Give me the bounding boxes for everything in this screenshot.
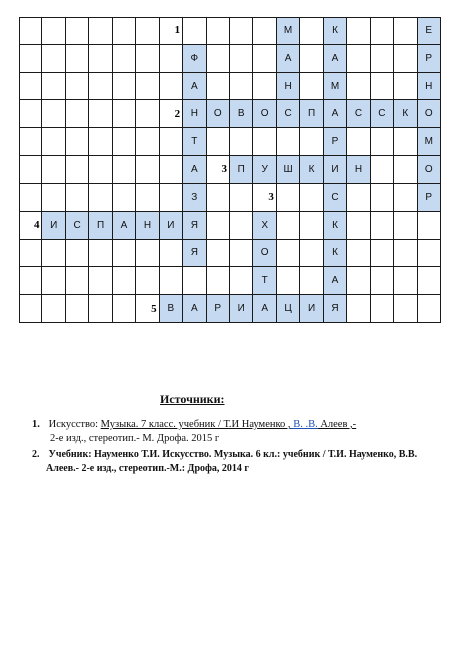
crossword-letter: М [283, 24, 293, 36]
crossword-cell [113, 100, 136, 128]
crossword-letter: А [120, 219, 128, 231]
crossword-letter: М [424, 136, 433, 148]
crossword-cell [300, 45, 323, 73]
crossword-cell [394, 267, 417, 295]
crossword-letter-cell [183, 45, 206, 73]
crossword-letter: Н [284, 80, 292, 92]
crossword-letter: Ш [283, 163, 293, 175]
crossword-letter: Н [425, 80, 433, 92]
crossword-cell [66, 73, 89, 101]
crossword-cell [19, 100, 42, 128]
crossword-letter: Р [214, 303, 222, 315]
crossword-letter-cell [300, 295, 323, 323]
crossword-cell [183, 267, 206, 295]
crossword-cell [113, 267, 136, 295]
crossword-letter: С [331, 191, 339, 203]
crossword-cell [277, 267, 300, 295]
crossword-cell [300, 17, 323, 45]
clue-number: 2 [174, 107, 181, 120]
crossword-letter-cell [324, 45, 347, 73]
crossword-cell [300, 212, 323, 240]
crossword-letter: М [330, 80, 340, 92]
crossword-cell [277, 184, 300, 212]
crossword-letter: В [167, 303, 175, 315]
crossword-letter: С [284, 108, 292, 120]
crossword-letter: Н [354, 163, 363, 175]
crossword-cell [160, 267, 183, 295]
crossword-cell [230, 45, 253, 73]
crossword-cell [371, 17, 394, 45]
crossword-cell [207, 267, 230, 295]
crossword-letter-cell [183, 240, 206, 268]
crossword-letter: Н [143, 219, 152, 231]
crossword-cell [66, 128, 89, 156]
crossword-cell [19, 295, 42, 323]
crossword-letter-cell [183, 212, 206, 240]
crossword-cell [347, 45, 370, 73]
crossword-cell [19, 184, 42, 212]
crossword-letter-cell [253, 212, 276, 240]
crossword-letter: З [191, 191, 198, 203]
crossword-letter: Р [425, 191, 433, 203]
crossword-cell [42, 17, 65, 45]
crossword-letter: А [190, 303, 198, 315]
crossword-cell [42, 267, 65, 295]
source-2-line-2: Алеев.- 2-е изд., стереотип.-М.: Дрофа, 2014 г [46, 463, 249, 474]
clue-number: 3 [268, 191, 274, 204]
crossword-letter: К [402, 108, 409, 120]
crossword-letter-cell [324, 212, 347, 240]
crossword-cell [207, 73, 230, 101]
crossword-cell [371, 128, 394, 156]
crossword-cell [113, 295, 136, 323]
crossword-cell [89, 295, 112, 323]
crossword-cell [89, 17, 112, 45]
crossword-cell [347, 73, 370, 101]
crossword-cell [347, 128, 370, 156]
crossword-letter: А [261, 303, 268, 315]
crossword-letter: О [260, 108, 269, 120]
crossword-letter-cell [277, 156, 300, 184]
crossword-letter-cell [371, 100, 394, 128]
crossword-letter-cell [347, 156, 370, 184]
crossword-letter-cell [160, 295, 183, 323]
crossword-letter-cell [418, 100, 441, 128]
crossword-cell [113, 45, 136, 73]
crossword-letter-cell [42, 212, 65, 240]
crossword-letter-cell [253, 100, 276, 128]
crossword-cell [394, 295, 417, 323]
crossword-letter: П [96, 219, 105, 231]
crossword-letter-cell [277, 295, 300, 323]
crossword-cell [136, 100, 159, 128]
crossword-cell [66, 17, 89, 45]
crossword-cell [66, 295, 89, 323]
crossword-cell [113, 73, 136, 101]
crossword-cell [89, 45, 112, 73]
crossword-cell [183, 17, 206, 45]
crossword-cell [371, 240, 394, 268]
crossword-letter-cell [66, 212, 89, 240]
crossword-letter-cell [183, 156, 206, 184]
crossword-letter: Я [331, 303, 339, 315]
crossword-cell [42, 100, 65, 128]
crossword-letter: Е [425, 24, 433, 36]
crossword-letter-cell [324, 17, 347, 45]
crossword-cell [230, 267, 253, 295]
crossword-cell [300, 73, 323, 101]
crossword-cell [89, 100, 112, 128]
crossword-cell [394, 17, 417, 45]
crossword-letter-cell [253, 156, 276, 184]
crossword-letter: Н [190, 108, 198, 120]
crossword-cell [394, 184, 417, 212]
crossword-letter-cell [253, 295, 276, 323]
crossword-letter: А [331, 108, 339, 120]
crossword-letter-cell [324, 295, 347, 323]
crossword-letter-cell [418, 156, 441, 184]
crossword-letter: А [284, 52, 292, 64]
crossword-cell [136, 184, 159, 212]
crossword-letter-cell [230, 295, 253, 323]
source-1-number: 1. [32, 419, 40, 430]
crossword-cell [277, 212, 300, 240]
crossword-letter: А [190, 80, 198, 92]
crossword-letter-cell [253, 240, 276, 268]
crossword-cell [394, 73, 417, 101]
source-1-line-2: 2-е изд., стереотип.- М. Дрофа. 2015 г [50, 433, 220, 444]
clue-number: 1 [174, 24, 181, 37]
crossword-cell [136, 267, 159, 295]
crossword-letter-cell [418, 45, 441, 73]
crossword-letter: Я [190, 219, 198, 231]
source-item-1 [32, 418, 356, 446]
crossword-letter-cell [277, 45, 300, 73]
crossword-cell [207, 240, 230, 268]
crossword-cell [371, 212, 394, 240]
crossword-letter: С [73, 219, 81, 231]
source-1-title: Музыка. 7 класс. учебник / Т.И Науменко , [100, 419, 291, 430]
crossword-letter: И [50, 219, 58, 231]
crossword-cell [394, 240, 417, 268]
crossword-cell [19, 156, 42, 184]
crossword-cell [136, 156, 159, 184]
sources-title: Источники: [160, 392, 225, 406]
crossword-cell [371, 73, 394, 101]
crossword-cell [371, 45, 394, 73]
crossword-letter: Р [331, 136, 339, 148]
crossword-letter: Т [191, 136, 198, 148]
crossword-cell [371, 267, 394, 295]
crossword-letter-cell [277, 73, 300, 101]
crossword-cell [207, 17, 230, 45]
crossword-letter-cell [418, 17, 441, 45]
crossword-letter: Т [261, 275, 268, 287]
crossword-cell [230, 184, 253, 212]
crossword-letter: П [237, 163, 245, 175]
crossword-cell [394, 45, 417, 73]
crossword-clue-number-cell [19, 212, 42, 240]
crossword-letter-cell [277, 17, 300, 45]
crossword-cell [66, 184, 89, 212]
crossword-cell [371, 184, 394, 212]
crossword-letter: А [190, 163, 198, 175]
crossword-cell [347, 267, 370, 295]
crossword-cell [160, 156, 183, 184]
crossword-letter-cell [136, 212, 159, 240]
crossword-letter: С [354, 108, 363, 120]
crossword-cell [19, 267, 42, 295]
crossword-letter-cell [347, 100, 370, 128]
crossword-letter: К [308, 163, 315, 175]
crossword-letter: К [332, 247, 338, 259]
crossword-cell [42, 128, 65, 156]
crossword-clue-number-cell [136, 295, 159, 323]
crossword-cell [418, 295, 441, 323]
source-2-line-1 [32, 448, 417, 462]
crossword-cell [394, 128, 417, 156]
crossword-cell [371, 156, 394, 184]
crossword-letter-cell [183, 184, 206, 212]
crossword-letter-cell [324, 73, 347, 101]
crossword-letter-cell [324, 267, 347, 295]
crossword-clue-number-cell [160, 100, 183, 128]
crossword-letter-cell [324, 100, 347, 128]
crossword-cell [347, 295, 370, 323]
crossword-cell [300, 267, 323, 295]
crossword-cell [253, 45, 276, 73]
crossword-cell [89, 240, 112, 268]
crossword-letter-cell [324, 156, 347, 184]
crossword-cell [66, 156, 89, 184]
crossword-letter: Х [261, 219, 268, 231]
crossword-cell [89, 73, 112, 101]
crossword-cell [113, 184, 136, 212]
crossword-letter: И [307, 303, 316, 315]
source-item-2 [32, 448, 417, 476]
crossword-cell [160, 240, 183, 268]
crossword-cell [66, 45, 89, 73]
crossword-letter-cell [89, 212, 112, 240]
crossword-cell [418, 212, 441, 240]
crossword-cell [160, 128, 183, 156]
crossword-cell [113, 128, 136, 156]
crossword-cell [89, 184, 112, 212]
crossword-cell [230, 128, 253, 156]
crossword-letter: Ф [190, 52, 199, 64]
crossword-cell [66, 267, 89, 295]
crossword-letter: О [260, 247, 269, 259]
crossword-cell [277, 240, 300, 268]
crossword-letter: О [424, 108, 433, 120]
crossword-cell [89, 267, 112, 295]
crossword-cell [277, 128, 300, 156]
crossword-letter-cell [230, 156, 253, 184]
crossword-cell [113, 240, 136, 268]
crossword-letter-cell [300, 156, 323, 184]
crossword-cell [42, 156, 65, 184]
crossword-letter: О [213, 108, 222, 120]
crossword-cell [136, 73, 159, 101]
crossword-cell [42, 240, 65, 268]
crossword-letter: В [237, 108, 245, 120]
crossword-cell [136, 128, 159, 156]
crossword-cell [207, 184, 230, 212]
crossword-cell [113, 156, 136, 184]
crossword-cell [19, 73, 42, 101]
crossword-cell [253, 17, 276, 45]
crossword-letter: О [424, 163, 433, 175]
crossword-letter-cell [183, 128, 206, 156]
crossword-cell [42, 295, 65, 323]
crossword-cell [89, 156, 112, 184]
crossword-letter-cell [324, 240, 347, 268]
crossword-letter: А [331, 52, 339, 64]
crossword-cell [394, 156, 417, 184]
crossword-cell [347, 184, 370, 212]
crossword-cell [19, 240, 42, 268]
crossword-cell [136, 45, 159, 73]
crossword-cell [136, 17, 159, 45]
crossword-cell [371, 295, 394, 323]
crossword-letter: Р [425, 52, 433, 64]
clue-number: 4 [33, 219, 40, 232]
crossword-cell [160, 73, 183, 101]
crossword-letter: Я [190, 247, 198, 259]
crossword-cell [394, 212, 417, 240]
crossword-letter-cell [207, 295, 230, 323]
crossword-letter-cell [300, 100, 323, 128]
crossword-cell [66, 240, 89, 268]
crossword-cell [207, 212, 230, 240]
crossword-letter-cell [418, 73, 441, 101]
crossword-cell [418, 240, 441, 268]
crossword-cell [89, 128, 112, 156]
crossword-letter: К [332, 219, 338, 231]
crossword-grid [19, 17, 441, 323]
crossword-cell [253, 73, 276, 101]
crossword-letter-cell [394, 100, 417, 128]
crossword-letter-cell [324, 184, 347, 212]
source-1-author-link[interactable]: В. .В. [290, 419, 318, 430]
crossword-cell [230, 73, 253, 101]
source-1-label: Искусство: [48, 419, 101, 430]
crossword-cell [19, 128, 42, 156]
crossword-cell [347, 240, 370, 268]
crossword-cell [253, 128, 276, 156]
crossword-letter-cell [418, 184, 441, 212]
crossword-cell [230, 17, 253, 45]
crossword-cell [207, 45, 230, 73]
crossword-cell [418, 267, 441, 295]
crossword-cell [42, 184, 65, 212]
crossword-cell [19, 45, 42, 73]
crossword-cell [207, 128, 230, 156]
crossword-clue-number-cell [253, 184, 276, 212]
crossword-letter: П [307, 108, 316, 120]
crossword-cell [42, 73, 65, 101]
crossword-cell [300, 240, 323, 268]
crossword-cell [300, 184, 323, 212]
crossword-cell [347, 17, 370, 45]
source-2-text: Учебник: Науменко Т.И. Искусство. Музыка. 6 кл.: учебник / Т.И. Науменко, В.В. [48, 449, 418, 460]
crossword-letter: У [261, 163, 268, 175]
crossword-letter: А [331, 275, 339, 287]
crossword-letter-cell [183, 295, 206, 323]
crossword-letter: И [331, 163, 339, 175]
crossword-cell [42, 45, 65, 73]
crossword-letter: С [378, 108, 386, 120]
crossword-letter-cell [160, 212, 183, 240]
crossword-cell [300, 128, 323, 156]
crossword-letter: И [237, 303, 245, 315]
crossword-cell [230, 212, 253, 240]
crossword-letter: И [167, 219, 175, 231]
crossword-cell [113, 17, 136, 45]
crossword-letter-cell [183, 73, 206, 101]
crossword-clue-number-cell [160, 17, 183, 45]
crossword-letter-cell [113, 212, 136, 240]
source-2-number: 2. [32, 449, 40, 460]
crossword-cell [136, 240, 159, 268]
crossword-letter-cell [324, 128, 347, 156]
crossword-cell [160, 184, 183, 212]
crossword-letter: К [332, 24, 338, 36]
crossword-letter-cell [277, 100, 300, 128]
source-1-coauthor: Алеев ,- [317, 419, 357, 430]
crossword-cell [160, 45, 183, 73]
crossword-letter-cell [207, 100, 230, 128]
crossword-cell [66, 100, 89, 128]
crossword-letter-cell [418, 128, 441, 156]
crossword-cell [347, 212, 370, 240]
crossword-letter-cell [230, 100, 253, 128]
crossword-clue-number-cell [207, 156, 230, 184]
clue-number: 5 [151, 302, 157, 315]
crossword-letter-cell [183, 100, 206, 128]
crossword-cell [230, 240, 253, 268]
source-1-line-1 [32, 418, 356, 432]
crossword-cell [19, 17, 42, 45]
crossword-letter: Ц [284, 303, 292, 315]
clue-number: 3 [221, 163, 227, 176]
crossword-letter-cell [253, 267, 276, 295]
